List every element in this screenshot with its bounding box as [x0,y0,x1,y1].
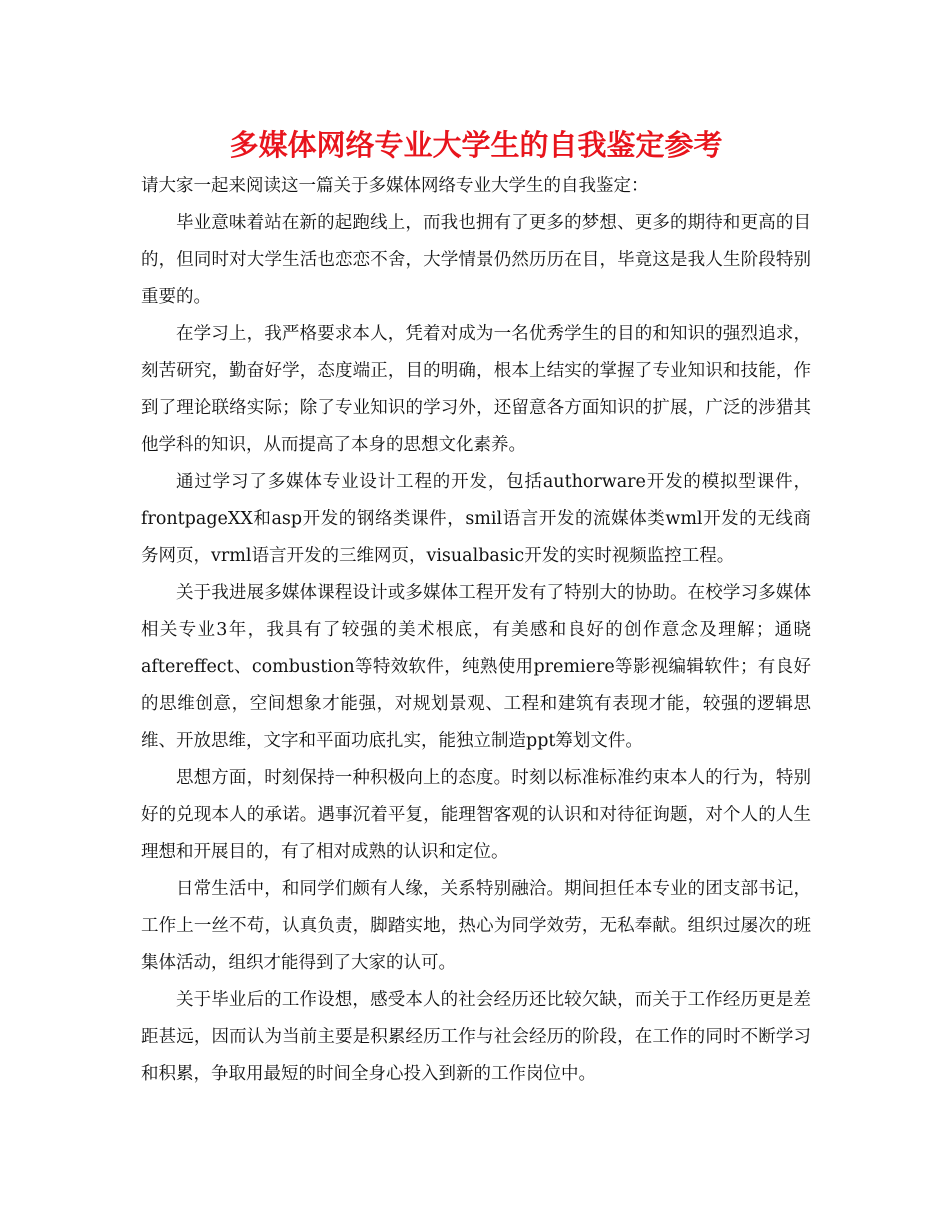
paragraph-4: 关于我进展多媒体课程设计或多媒体工程开发有了特别大的协助。在校学习多媒体相关专业3年，我具有了较强的美术根底，有美感和良好的创作意念及理解；通晓aftereffect、combustion等特效软件，纯熟使用premiere等影视编辑软件；有良好的思维创意，空间想象才能强，对规划景观、工程和建筑有表现才能，较强的逻辑思维、开放思维，文字和平面功底扎实，能独立制造ppt筹划文件。 [141,583,811,751]
paragraph-7: 关于毕业后的工作设想，感受本人的社会经历还比较欠缺，而关于工作经历更是差距甚远，因而认为当前主要是积累经历工作与社会经历的阶段，在工作的同时不断学习和积累，争取用最短的时间全身心投入到新的工作岗位中。 [141,990,811,1084]
intro-line: 请大家一起来阅读这一篇关于多媒体网络专业大学生的自我鉴定： [141,176,649,196]
paragraph-5: 思想方面，时刻保持一种积极向上的态度。时刻以标准标准约束本人的行为，特别好的兑现本人的承诺。遇事沉着平复，能理智客观的认识和对待征询题，对个人的人生理想和开展目的，有了相对成熟的认识和定位。 [141,768,811,862]
document-body [141,122,811,1093]
document-title: 多媒体网络专业大学生的自我鉴定参考 [229,128,723,162]
paragraph-1: 毕业意味着站在新的起跑线上，而我也拥有了更多的梦想、更多的期待和更高的目的，但同时对大学生活也恋恋不舍，大学情景仍然历历在目，毕竟这是我人生阶段特别重要的。 [141,213,811,307]
paragraph-3: 通过学习了多媒体专业设计工程的开发，包括authorware开发的模拟型课件，frontpageXX和asp开发的钢络类课件，smil语言开发的流媒体类wml开发的无线商务网页，vrml语言开发的三维网页，visualbasic开发的实时视频监控工程。 [141,472,811,566]
paragraph-2: 在学习上，我严格要求本人，凭着对成为一名优秀学生的目的和知识的强烈追求，刻苦研究，勤奋好学，态度端正，目的明确，根本上结实的掌握了专业知识和技能，作到了理论联络实际；除了专业知识的学习外，还留意各方面知识的扩展，广泛的涉猎其他学科的知识，从而提高了本身的思想文化素养。 [141,324,811,455]
paragraph-6: 日常生活中，和同学们颇有人缘，关系特别融洽。期间担任本专业的团支部书记，工作上一丝不苟，认真负责，脚踏实地，热心为同学效劳，无私奉献。组织过屡次的班集体活动，组织才能得到了大家的认可。 [141,879,811,973]
